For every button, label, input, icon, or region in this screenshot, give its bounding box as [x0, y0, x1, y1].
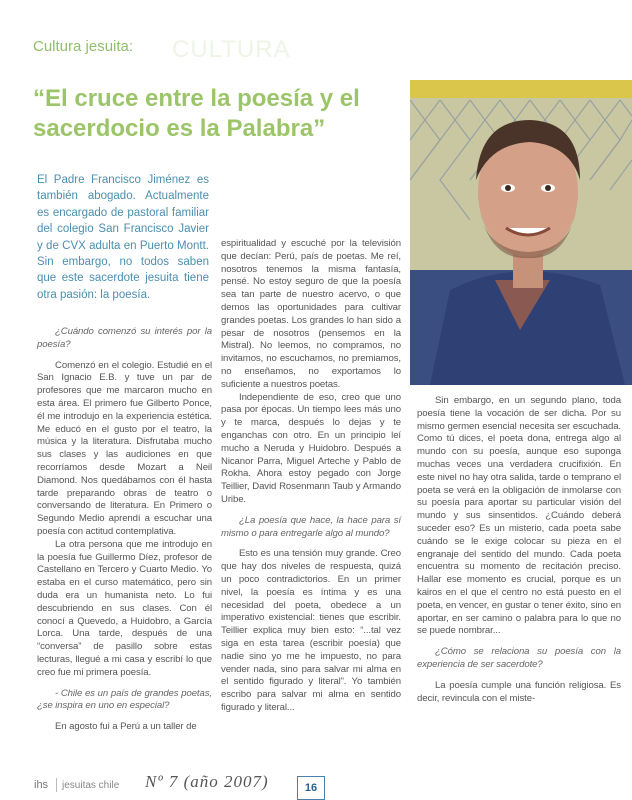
footer-divider: [56, 778, 57, 792]
interview-question: ¿Cómo se relaciona su poesía con la experiencia de ser sacerdote?: [417, 646, 621, 670]
text-column-1: [37, 326, 212, 734]
handwritten-note: Nº 7 (año 2007): [145, 772, 269, 791]
paragraph: Sin embargo, en un segundo plano, toda poesía tiene la vocación de ser dicha. Por su mismo germen esencial necesita ser escuchada. Como tú dices, el poeta dona, entrega algo al mundo con su poesía, aunque eso suponga muchas veces una verdadera crucifixión. En este nivel no hay otra salida, tarde o temprano el poeta se verá en la obligación de inmolarse con su poesía para aportar su particular visión del mundo y sus sinsentidos. ¿Cuándo deberá suceder eso? Es un misterio, cada poeta sabe cuándo se le exige colocar su pieza en el engranaje del sentido del mundo. Cada poeta encuentra su momento de recitación preciso. Hallar ese momento es crucial, porque es un kairos en el que el centro no está puesto en el poeta, en vencer, en gustar o tener éxito, sino en aportar, en ser camino o palabra para lo que no se puede nombrar...: [417, 395, 621, 637]
text-column-3: [417, 395, 621, 705]
paragraph: Independiente de eso, creo que uno pasa por épocas. Un tiempo lees más uno y te marca, después lo dejas y te enganchas con otro. En un principio leí mucho a Neruda y Huidobro. Después a Nicanor Parra, Miguel Arteche y Pablo de Rokha. Ahora estoy pegado con Jorge Teillier, David Rosenmann Taub y Armando Uribe.: [221, 391, 401, 505]
text-column-2: [221, 238, 401, 715]
section-watermark: CULTURA: [172, 36, 291, 63]
interview-question: ¿La poesía que hace, la hace para sí mismo o para entregarle algo al mundo?: [221, 514, 401, 539]
paragraph: Comenzó en el colegio. Estudié en el San Ignacio E.B. y tuve un par de profesores que me marcaron mucho en esta área. El primero fue Gilberto Ponce, él me introdujo en la experiencia estética. Me educó en el gusto por el teatro, la música y la literatura. Disfrutaba mucho sus clases y las audiciones en que recorríamos desde Mozart a Neil Diamond. Nos quedábamos con él hasta tarde preparando obras de teatro o conversando de literatura. En Primero o Segundo Medio aprendí a escuchar una poesía con actitud contemplativa.: [37, 359, 212, 537]
interview-question: ¿Cuándo comenzó su interés por la poesía?: [37, 326, 212, 350]
interview-question: - Chile es un país de grandes poetas, ¿se inspira en uno en especial?: [37, 687, 212, 712]
paragraph: Esto es una tensión muy grande. Creo que hay dos niveles de respuesta, quizá un poco contradictorios. En un primer nivel, la poesía es íntima y es una necesidad del poeta, obedece a un imperativo existencial: tienes que escribir. Teillier explica muy bien esto: “...tal vez siga en esta tarea (escribir poesía) que nadie sino yo me he impuesto, no para vender nada, sino para salvar mi alma en el sentido figurado y literal”. Yo también escribo para salvar mi alma en sentido figurado y literal...: [221, 548, 401, 713]
paragraph: espiritualidad y escuché por la televisión que decían: Perú, país de poetas. Me reí, nosotros tenemos la misma fantasía, pensé. No estoy seguro de que la poesía sea tan parte de nuestro acervo, o que demos las oportunidades para cultivar grandes poetas. Los grandes lo han sido a pesar de nosotros (pensemos en la Mistral). No leemos, no compramos, no invitamos, no escuchamos, no premiamos, no enseñamos, no exportamos lo suficiente a nuestros poetas.: [221, 238, 401, 390]
footer-brand: ihs: [34, 779, 49, 791]
paragraph: La otra persona que me introdujo en la poesía fue Guillermo Díez, profesor de Castellano en Tercero y Cuarto Medio. Yo estaba en el curso matemático, pero sin duda era un humanista neto. Lo fui descubriendo en sus clases. Con él conocí a Quevedo, a Huidobro, a García Lorca. Una tarde, después de una “conversa” de pasillo sobre estas lecturas, llegué a mi casa y escribí lo que creo fue mi primera poesía.: [37, 538, 212, 678]
article-intro: El Padre Francisco Jiménez es también abogado. Actualmente es encargado de pastoral familiar del colegio San Francisco Javier y de CVX adulta en Puerto Montt. Sin embargo, no todos saben que este sacerdote jesuita tiene otra pasión: la poesía.: [37, 174, 209, 301]
paragraph: En agosto fui a Perú a un taller de: [55, 721, 197, 733]
portrait-photo: [410, 80, 632, 385]
section-label: Cultura jesuita:: [33, 38, 134, 55]
page-number: 16: [297, 776, 325, 800]
article-title: “El cruce entre la poesía y el sacerdocio es la Palabra”: [33, 85, 360, 142]
footer-publication: jesuitas chile: [62, 780, 120, 791]
paragraph: La poesía cumple una función religiosa. Es decir, revincula con el miste-: [417, 679, 621, 704]
